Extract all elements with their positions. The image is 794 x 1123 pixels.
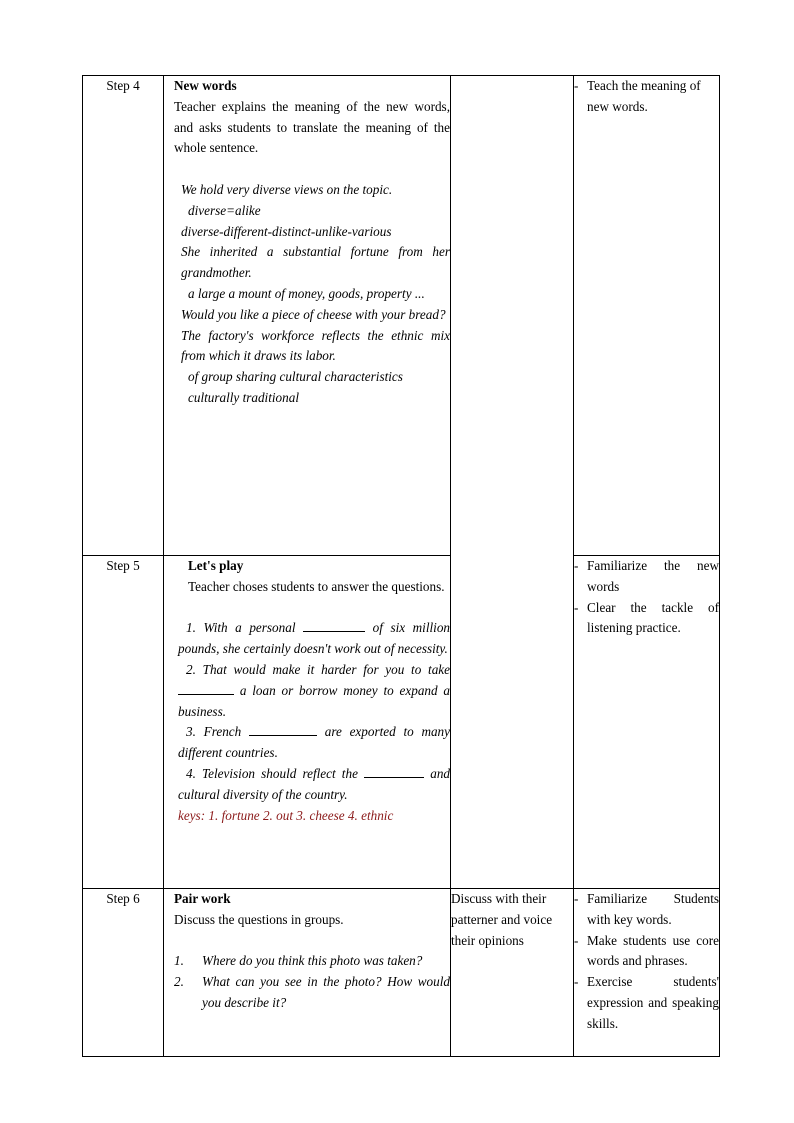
example-note: a large a mount of money, goods, property ... [188,285,425,301]
question-item: 1. With a personal of six million pounds, she certainly doesn't work out of necessity. [178,620,451,657]
question-item: 3. French are exported to many different countries. [178,724,451,761]
example-sentence: The factory's workforce reflects the ethnic mix from which it draws its labor. [181,327,450,364]
aim-item: - Exercise students' expression and speaking skills. [574,972,719,1034]
aim-item: - Clear the tackle of listening practice. [574,598,719,640]
example-note: diverse-different-distinct-unlike-various [181,223,392,239]
question-item: 2. What can you see in the photo? How would you describe it? [174,974,450,1010]
step-content [164,556,451,889]
example-sentence: We hold very diverse views on the topic. [181,181,393,197]
aim-item: - Teach the meaning of new words. [574,76,719,118]
answer-blank[interactable] [249,722,317,736]
step-title: Let's play [188,558,244,573]
aim-cell [574,556,720,889]
step-6-row [83,889,720,1057]
student-activity-cell [451,76,574,889]
question-item: 2. That would make it harder for you to take a loan or borrow money to expand a business. [178,661,451,719]
aim-item: - Make students use core words and phrases. [574,931,719,973]
example-block [181,180,450,409]
step-label: Step 4 [83,76,164,556]
step-5-row [83,556,720,889]
step-4-row [83,76,720,556]
step-instruction: Discuss the questions in groups. [174,911,344,927]
question-list [178,618,450,826]
aim-item: - Familiarize Students with key words. [574,889,719,931]
student-activity: Discuss with their patterner and voice their opinions [451,889,574,1057]
question-item: 4. Television should reflect the and cultural diversity of the country. [178,765,450,802]
step-instruction: Teacher choses students to answer the questions. [188,578,445,594]
step-content [164,76,451,556]
example-note: of group sharing cultural characteristics [188,369,403,385]
aim-cell [574,889,720,1057]
answer-blank[interactable] [364,764,424,778]
discussion-questions [174,951,450,1013]
answer-blank[interactable] [178,681,234,695]
aim-cell [574,76,720,556]
example-sentence: She inherited a substantial fortune from her grandmother. [181,244,450,281]
step-title: New words [174,78,237,93]
step-label: Step 5 [83,556,164,889]
question-item: 1. Where do you think this photo was taken? [174,953,423,969]
answer-keys: keys: 1. fortune 2. out 3. cheese 4. ethnic [178,807,394,823]
step-content [164,889,451,1057]
step-instruction: Teacher explains the meaning of the new words, and asks students to translate the meaning of the whole sentence. [174,98,450,156]
example-note: culturally traditional [188,389,299,405]
lesson-plan-table [82,75,720,1057]
example-sentence: Would you like a piece of cheese with your bread? [181,306,446,322]
step-label: Step 6 [83,889,164,1057]
answer-blank[interactable] [303,618,365,632]
step-title: Pair work [174,891,231,906]
example-note: diverse=alike [188,202,261,218]
aim-item: - Familiarize the new words [574,556,719,598]
